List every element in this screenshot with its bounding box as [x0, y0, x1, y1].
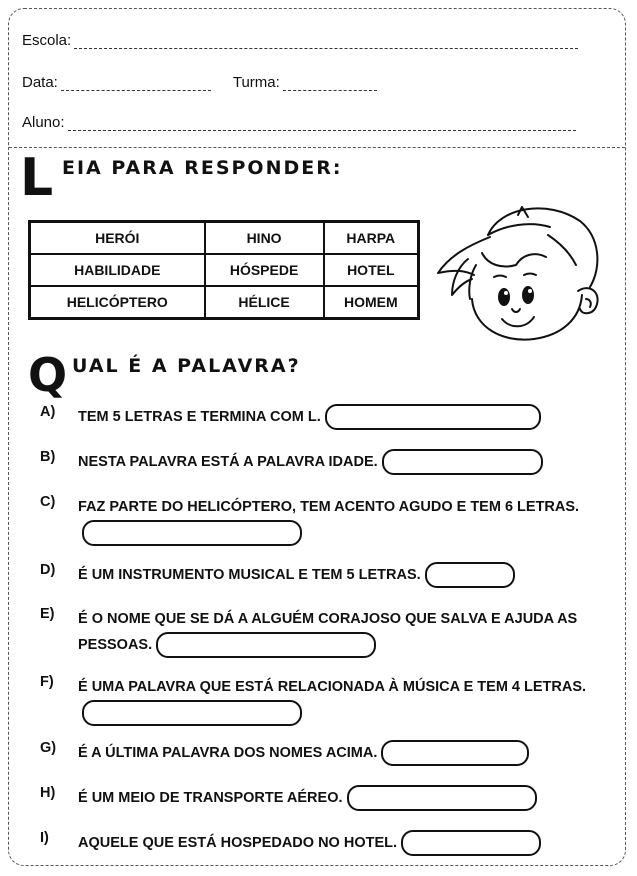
answer-box[interactable] [82, 700, 302, 726]
answer-box[interactable] [381, 740, 529, 766]
table-row [30, 222, 419, 255]
class-field[interactable] [283, 80, 377, 91]
header-separator [9, 147, 625, 148]
date-label: Data: [22, 74, 58, 91]
word-cell: HELICÓPTERO [30, 286, 205, 319]
word-cell: HARPA [324, 222, 419, 255]
question-label: F) [40, 674, 54, 690]
answer-box[interactable] [347, 785, 537, 811]
worksheet-border [8, 8, 626, 866]
question-label: A) [40, 404, 56, 420]
section2-title: UAL É A PALAVRA? [72, 355, 301, 377]
question-text: É O NOME QUE SE DÁ A ALGUÉM CORAJOSO QUE SALVA E AJUDA AS PESSOAS. [78, 611, 578, 653]
answer-box[interactable] [401, 830, 541, 856]
word-cell: HOMEM [324, 286, 419, 319]
word-cell: HÉLICE [205, 286, 324, 319]
date-row [22, 74, 377, 91]
student-row [22, 114, 576, 131]
word-cell: HINO [205, 222, 324, 255]
school-field[interactable] [74, 38, 578, 49]
answer-box[interactable] [156, 632, 376, 658]
question-label: D) [40, 562, 56, 578]
question-label: B) [40, 449, 56, 465]
table-row [30, 286, 419, 319]
table-row [30, 254, 419, 286]
boy-cap-illustration [430, 195, 610, 350]
question-text: É A ÚLTIMA PALAVRA DOS NOMES ACIMA. [78, 745, 378, 761]
question-text: É UM INSTRUMENTO MUSICAL E TEM 5 LETRAS. [78, 567, 421, 583]
date-field[interactable] [61, 80, 211, 91]
question-text: TEM 5 LETRAS E TERMINA COM L. [78, 409, 321, 425]
student-label: Aluno: [22, 114, 65, 131]
question-label: I) [40, 830, 49, 846]
student-field[interactable] [68, 120, 576, 131]
question-text: AQUELE QUE ESTÁ HOSPEDADO NO HOTEL. [78, 835, 398, 851]
word-cell: HOTEL [324, 254, 419, 286]
school-label: Escola: [22, 32, 72, 49]
question-label: C) [40, 494, 56, 510]
question-text: É UMA PALAVRA QUE ESTÁ RELACIONADA À MÚSICA E TEM 4 LETRAS. [78, 679, 587, 695]
word-cell: HABILIDADE [30, 254, 205, 286]
question-label: H) [40, 785, 56, 801]
drop-cap-q: Q [28, 348, 68, 402]
question-text: FAZ PARTE DO HELICÓPTERO, TEM ACENTO AGUDO E TEM 6 LETRAS. [78, 499, 580, 515]
question-label: G) [40, 740, 57, 756]
drop-cap-l: L [20, 148, 54, 208]
word-cell: HÓSPEDE [205, 254, 324, 286]
word-cell: HERÓI [30, 222, 205, 255]
school-row [22, 32, 578, 49]
section1-title: EIA PARA RESPONDER: [62, 157, 343, 179]
answer-box[interactable] [82, 520, 302, 546]
answer-box[interactable] [382, 449, 543, 475]
words-table [28, 220, 420, 320]
question-label: E) [40, 606, 55, 622]
answer-box[interactable] [425, 562, 515, 588]
class-label: Turma: [232, 74, 280, 91]
answer-box[interactable] [325, 404, 541, 430]
question-text: É UM MEIO DE TRANSPORTE AÉREO. [78, 790, 343, 806]
question-text: NESTA PALAVRA ESTÁ A PALAVRA IDADE. [78, 454, 378, 470]
